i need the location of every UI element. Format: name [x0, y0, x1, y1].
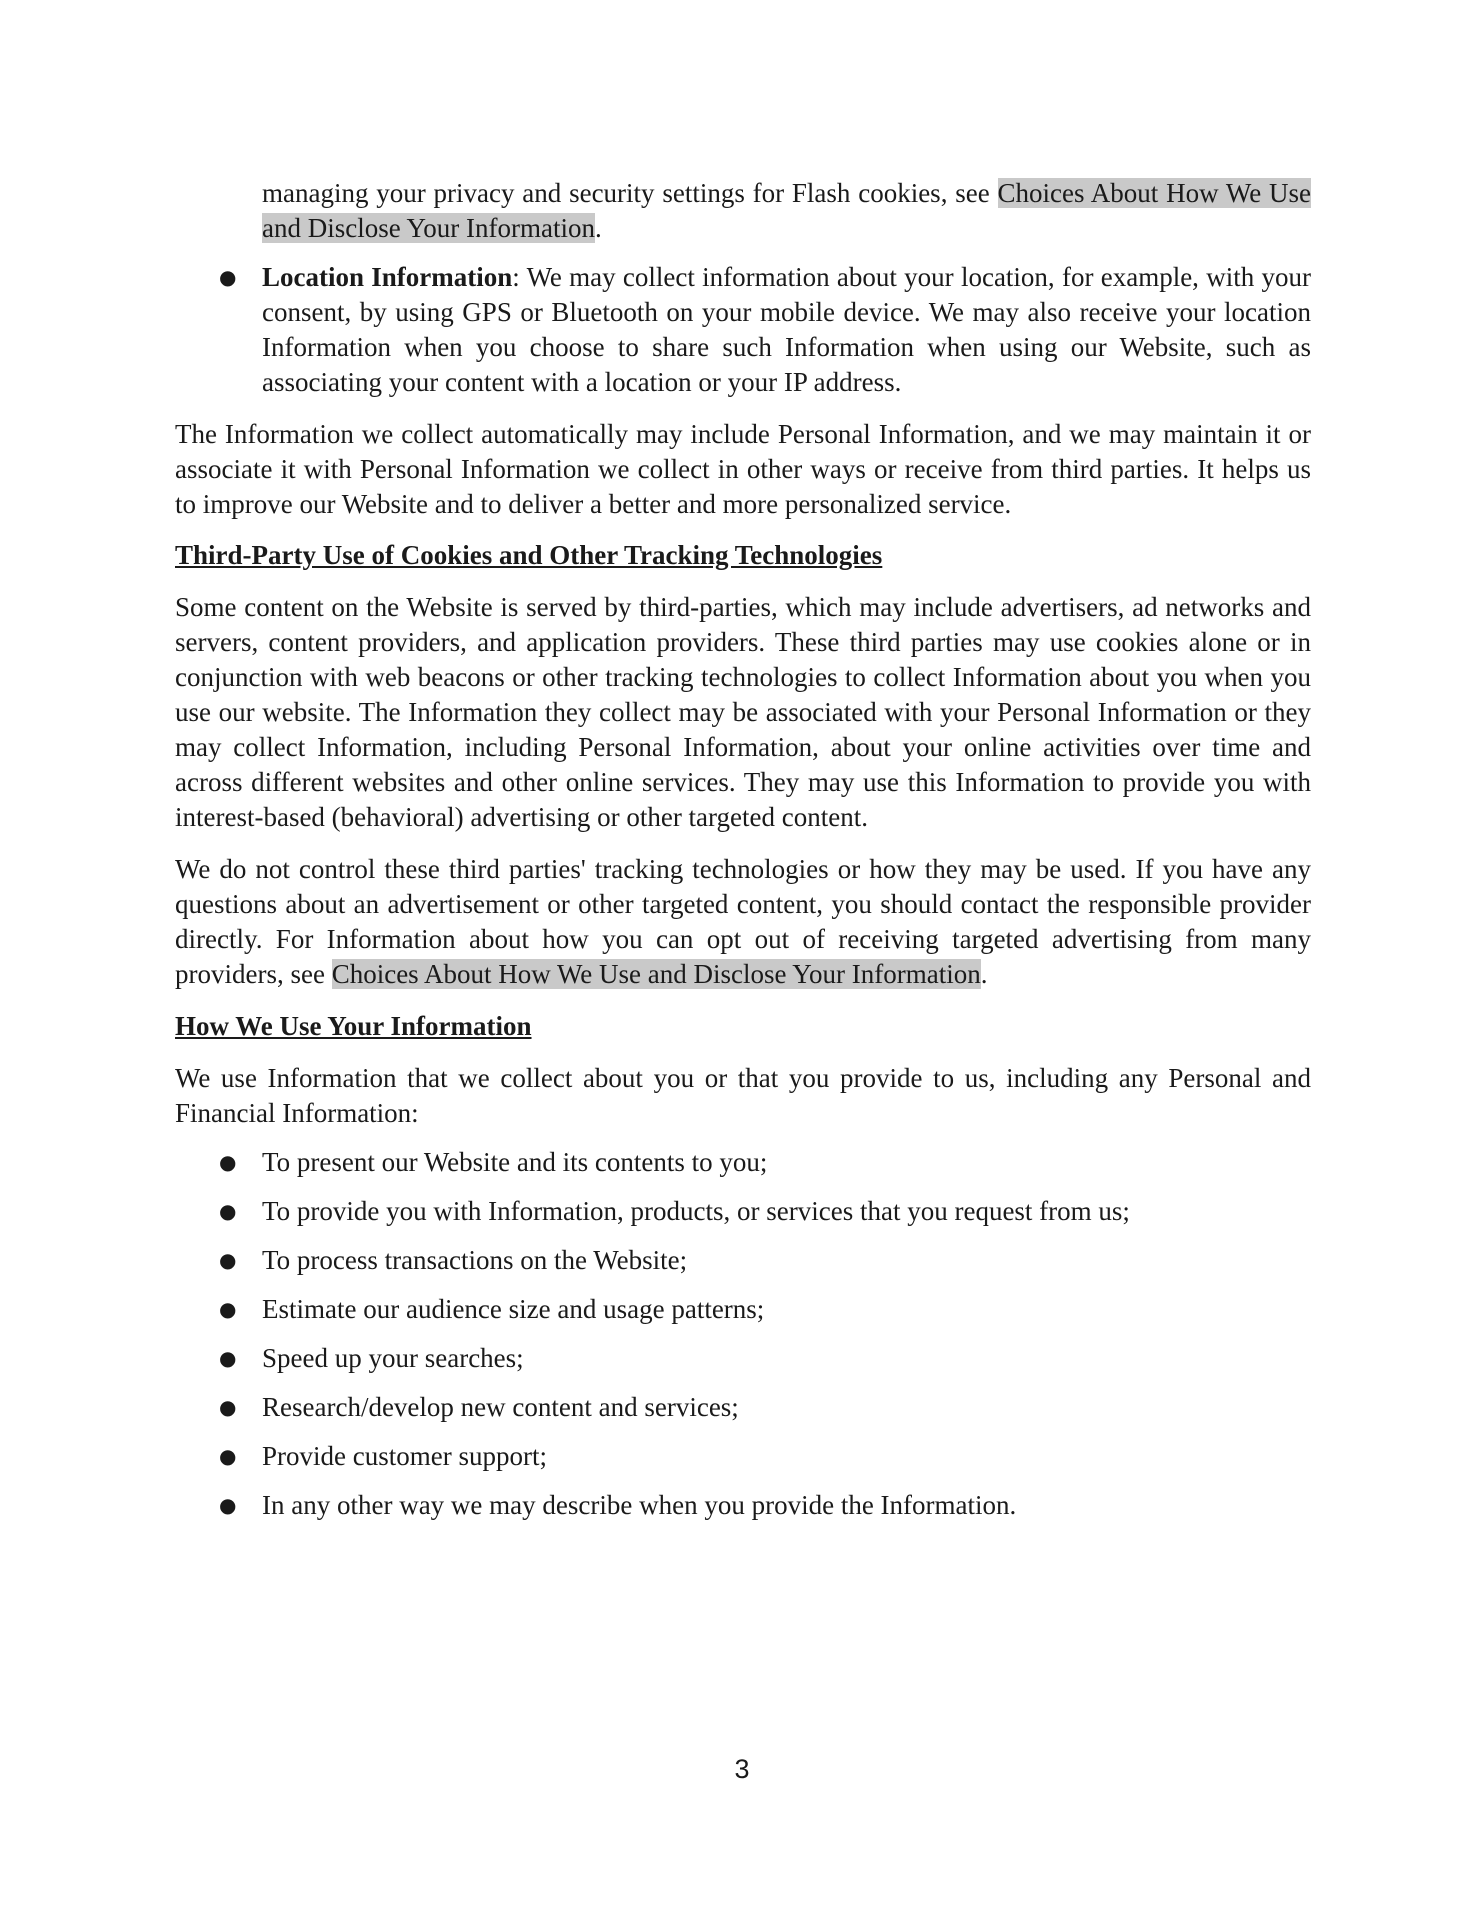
list-item: ● Provide customer support; [175, 1439, 1311, 1474]
list-item: ● Estimate our audience size and usage patterns; [175, 1292, 1311, 1327]
bullet-icon: ● [219, 1493, 237, 1517]
bullet-icon: ● [219, 265, 237, 289]
list-item: ● To process transactions on the Website; [175, 1243, 1311, 1278]
bullet-icon: ● [219, 1297, 237, 1321]
list-item: ● Research/develop new content and services; [175, 1390, 1311, 1425]
bullet-icon: ● [219, 1248, 237, 1272]
list-item: ● In any other way we may describe when you provide the Information. [175, 1488, 1311, 1523]
page-number: 3 [734, 1754, 750, 1784]
third-party-paragraph: Some content on the Website is served by third-parties, which may include advertisers, ad networks and servers, content providers, and application providers. These third parties may use cookies alone or in conjunction with web beacons or other tracking technologies to collect Information about you when you use our website. The Information they collect may be associated with your Personal Information or they may collect Information, including Personal Information, about your online activities over time and across different websites and other online services. They may use this Information to provide you with interest-based (behavioral) advertising or other targeted content. [175, 592, 1311, 832]
list-item: ● Speed up your searches; [175, 1341, 1311, 1376]
use-list [175, 1145, 1311, 1523]
automatic-info-paragraph: The Information we collect automatically may include Personal Information, and we may maintain it or associate it with Personal Information we collect in other ways or receive from third parties. It helps us to improve our Website and to deliver a better and more personalized service. [175, 419, 1311, 519]
bullet-icon: ● [219, 1199, 237, 1223]
list-item: ● To present our Website and its contents to you; [175, 1145, 1311, 1180]
third-party-heading: Third-Party Use of Cookies and Other Tracking Technologies [175, 540, 883, 570]
choices-link[interactable]: Choices About How We Use and Disclose Your Information [262, 178, 1311, 243]
location-term: Location Information [262, 262, 513, 292]
bullet-icon: ● [219, 1150, 237, 1174]
list-item [175, 260, 1311, 400]
how-we-use-heading: How We Use Your Information [175, 1011, 532, 1041]
location-text: : We may collect information about your location, for example, with your consent, by using GPS or Bluetooth on your mobile device. We may also receive your location Information when you choose to share such Information when using our Website, such as associating your content with a location or your IP address. [262, 262, 1311, 397]
location-bullet-list [175, 260, 1311, 400]
tracking-control-paragraph: We do not control these third parties' tracking technologies or how they may be used. If you have any questions about an advertisement or other targeted content, you should contact the responsible provider directly. For Information about how you can opt out of receiving targeted advertising from many providers, see Choices About How We Use and Disclose Your Information. [175, 854, 1311, 989]
choices-link[interactable]: Choices About How We Use and Disclose Your Information [331, 959, 981, 989]
use-intro-paragraph: We use Information that we collect about you or that you provide to us, including any Personal and Financial Information: [175, 1063, 1311, 1128]
flash-cookies-continuation: managing your privacy and security settings for Flash cookies, see Choices About How We Use and Disclose Your Information. [262, 178, 1311, 243]
bullet-icon: ● [219, 1444, 237, 1468]
bullet-icon: ● [219, 1346, 237, 1370]
list-item: ● To provide you with Information, products, or services that you request from us; [175, 1194, 1311, 1229]
page-content [175, 176, 1311, 1523]
bullet-icon: ● [219, 1395, 237, 1419]
